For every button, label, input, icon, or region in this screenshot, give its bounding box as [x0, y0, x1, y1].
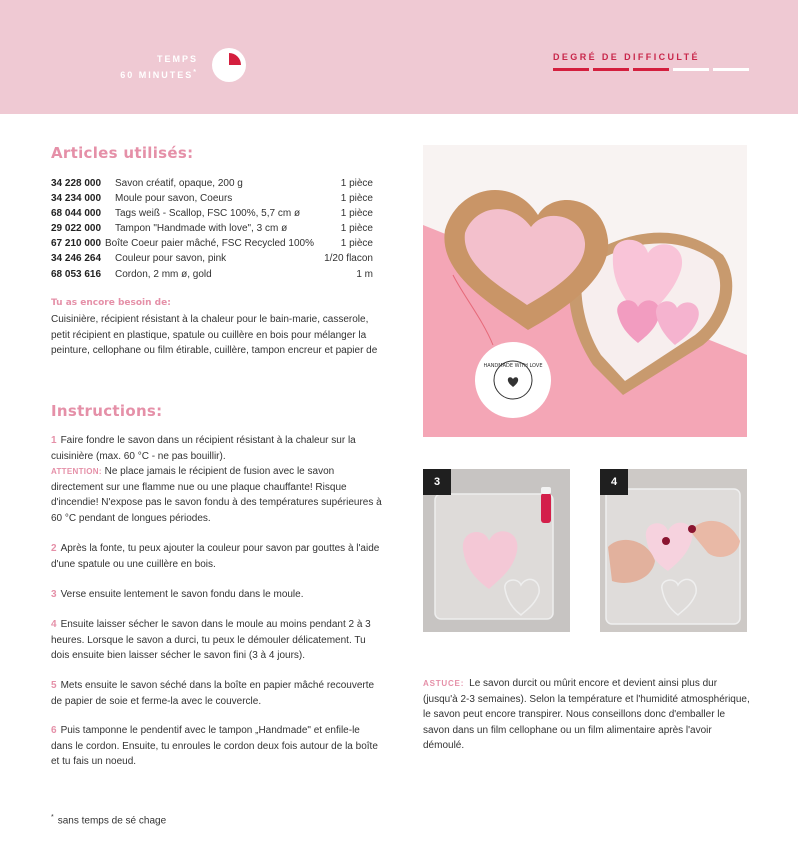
warning-text: Ne place jamais le récipient de fusion avec le savon directement sur une flamme nue ou une plaque chauffante! Risque d'incendie! N'expose pas le savon fondu à des températures supérieures à 60 °C pendant de longues périodes. — [51, 466, 382, 524]
article-quantity: 1 pièce — [340, 238, 373, 250]
article-quantity: 1 pièce — [340, 178, 373, 189]
tip-text: Le savon durcit ou mûrit encore et devient ainsi plus dur (jusqu'à 2-3 semaines). Selon la température et l'humidité atmosphérique, le savon peut encore transpirer. Nous conseillons donc d'emballer le savon dans un film cellophane ou un film alimentaire après l'avoir démoulé. — [423, 678, 750, 751]
footnote — [51, 814, 166, 826]
step-number: 6 — [51, 725, 57, 736]
step-number: 5 — [51, 680, 57, 691]
step-text: Après la fonte, tu peux ajouter la couleur pour savon par gouttes à l'aide d'une spatule ou une cuillère en bois. — [51, 543, 380, 570]
article-description: Tampon "Handmade with love", 3 cm ø — [115, 223, 288, 235]
clock-icon — [212, 48, 246, 82]
instruction-step-2 — [51, 541, 383, 572]
instruction-step-3 — [51, 587, 383, 603]
difficulty-meter — [553, 68, 749, 71]
footnote-text: sans temps de sé chage — [57, 815, 167, 827]
article-number: 34 234 000 — [51, 193, 102, 205]
article-row — [51, 191, 373, 206]
step-text: Mets ensuite le savon séché dans la boîte en papier mâché recouverte de papier de soie et ferme-la avec le couvercle. — [51, 680, 375, 707]
step-number: 4 — [51, 619, 57, 630]
besoin-text: Cuisinière, récipient résistant à la chaleur pour le bain-marie, casserole, petit récipient en plastique, spatule ou cuillère en bois pour mélanger la peinture, cellophane ou film étirable, cuillère, tampon encreur et papier de — [51, 314, 378, 356]
instruction-step-5 — [51, 678, 383, 709]
step-text: Faire fondre le savon dans un récipient résistant à la chaleur sur la cuisinière (max. 60 °C - ne pas bouillir). — [51, 435, 356, 462]
time-label — [120, 53, 198, 82]
step-3-photo — [423, 469, 570, 632]
article-number: 34 246 264 — [51, 253, 102, 265]
article-description: Boîte Coeur paier mâché, FSC Recycled 100% — [104, 238, 314, 250]
article-quantity: 1 m — [356, 268, 373, 280]
article-number: 34 228 000 — [51, 178, 102, 189]
instruction-step-6 — [51, 723, 383, 770]
article-description: Tags weiß - Scallop, FSC 100%, 5,7 cm ø — [115, 208, 301, 220]
footnote-mark: * — [51, 814, 54, 821]
articles-heading: Articles utilisés: — [51, 144, 194, 162]
step-4-badge: 4 — [600, 469, 628, 495]
article-quantity: 1 pièce — [340, 223, 373, 235]
article-row — [51, 221, 373, 236]
step-text: Ensuite laisser sécher le savon dans le moule au moins pendant 2 à 3 heures. Lorsque le savon a durci, tu peux le démouler délicatement. Tu dois ensuite bien laisser sécher le savon fini (3 à 4 jours). — [51, 619, 371, 661]
article-description: Couleur pour savon, pink — [115, 253, 227, 265]
step-text: Verse ensuite lentement le savon fondu dans le moule. — [60, 589, 304, 600]
warning-label: ATTENTION: — [51, 467, 102, 476]
step-text: Puis tamponne le pendentif avec le tampon „Handmade" et enfile-le dans le cordon. Ensuite, tu enroules le cordon deux fois autour de la boîte et tu fais un noeud. — [51, 725, 378, 767]
time-title: TEMPS — [156, 54, 198, 64]
article-row — [51, 236, 373, 251]
step-3-badge: 3 — [423, 469, 451, 495]
difficulty-bar — [673, 68, 709, 71]
difficulty-bar — [553, 68, 589, 71]
article-description: Savon créatif, opaque, 200 g — [115, 178, 243, 189]
time-value: 60 MINUTES — [120, 70, 194, 80]
step-4-photo — [600, 469, 747, 632]
instruction-step-1 — [51, 433, 383, 526]
time-value-row — [120, 66, 198, 82]
instructions-heading: Instructions: — [51, 402, 163, 420]
header-band — [0, 0, 798, 114]
difficulty-bar — [593, 68, 629, 71]
tip-label: ASTUCE: — [423, 679, 465, 688]
article-number: 67 210 000 — [51, 238, 102, 250]
article-row — [51, 176, 373, 191]
article-row — [51, 267, 373, 282]
tip-box — [423, 676, 753, 754]
time-asterisk: * — [193, 69, 198, 76]
articles-list — [51, 176, 373, 282]
difficulty-bar — [633, 68, 669, 71]
step-number: 1 — [51, 435, 57, 446]
article-number: 29 022 000 — [51, 223, 102, 235]
article-quantity: 1/20 flacon — [324, 253, 373, 265]
step-number: 2 — [51, 543, 57, 554]
article-row — [51, 206, 373, 221]
article-quantity: 1 pièce — [340, 193, 373, 205]
instruction-step-4 — [51, 617, 383, 664]
difficulty-bar — [713, 68, 749, 71]
article-number: 68 053 616 — [51, 268, 102, 280]
besoin-heading: Tu as encore besoin de: — [51, 298, 171, 308]
article-description: Cordon, 2 mm ø, gold — [115, 268, 212, 280]
step-number: 3 — [51, 589, 57, 600]
stamp-text: HANDMADE WITH LOVE — [483, 363, 543, 369]
article-quantity: 1 pièce — [340, 208, 373, 220]
product-photo — [423, 145, 747, 437]
article-description: Moule pour savon, Coeurs — [115, 193, 233, 205]
difficulty-label: DEGRÉ DE DIFFICULTÉ — [553, 52, 700, 62]
article-number: 68 044 000 — [51, 208, 102, 220]
article-row — [51, 251, 373, 266]
